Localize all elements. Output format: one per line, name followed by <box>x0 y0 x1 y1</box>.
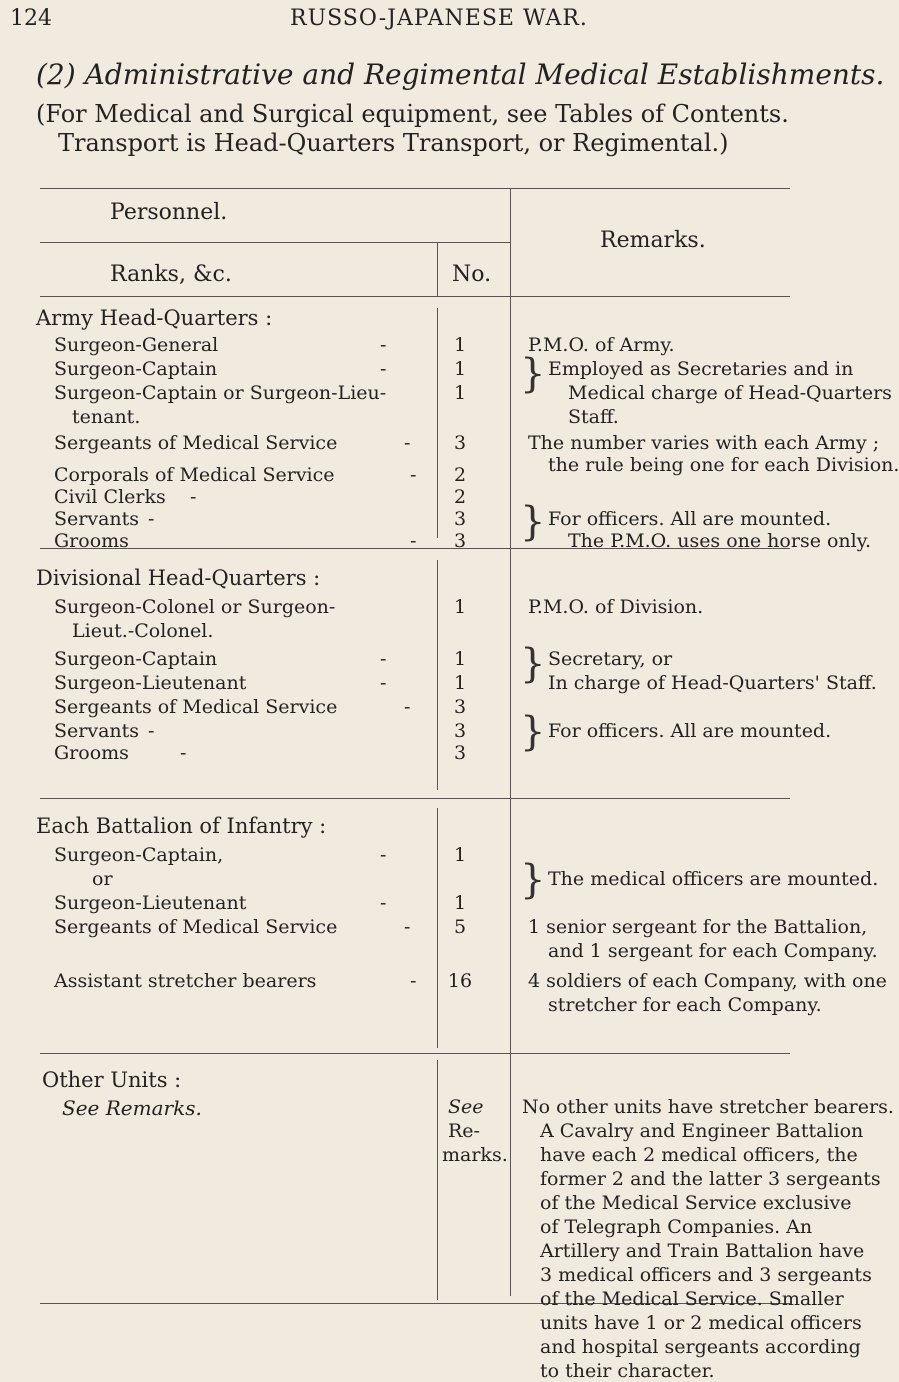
remark: to their character. <box>540 1360 715 1382</box>
count-cell: 3 <box>453 508 467 530</box>
count-cell: 2 <box>453 464 467 486</box>
remark: former 2 and the latter 3 sergeants <box>540 1168 881 1190</box>
count-cell: 1 <box>453 358 467 380</box>
dash: - <box>148 508 155 530</box>
dash: - <box>380 892 387 914</box>
brace-glyph: } <box>520 499 546 545</box>
personnel-rule <box>40 242 510 243</box>
remark: and 1 sergeant for each Company. <box>548 940 878 962</box>
dash: - <box>404 432 411 454</box>
count-cell: marks. <box>442 1144 508 1166</box>
rank-cell: Surgeon-Captain <box>54 358 218 380</box>
rank-cell: Corporals of Medical Service <box>54 464 335 486</box>
rank-cell: Lieut.-Colonel. <box>72 620 214 642</box>
dash: - <box>410 970 417 992</box>
rank-cell: Assistant stretcher bearers <box>54 970 317 992</box>
dash: - <box>380 358 387 380</box>
remark: For officers. All are mounted. <box>548 720 832 742</box>
count-cell: Re- <box>448 1120 480 1142</box>
remark: The medical officers are mounted. <box>548 868 879 890</box>
count-cell: 1 <box>453 382 467 404</box>
remark: In charge of Head-Quarters' Staff. <box>548 672 877 694</box>
count-cell: 1 <box>453 334 467 356</box>
rank-cell: Sergeants of Medical Service <box>54 696 338 718</box>
brace-glyph: } <box>520 351 546 397</box>
brace-glyph: } <box>520 709 546 755</box>
count-cell: 1 <box>453 648 467 670</box>
count-cell: 3 <box>453 720 467 742</box>
rank-cell: Surgeon-General <box>54 334 219 356</box>
section-rule-2 <box>40 798 790 799</box>
rank-cell: Surgeon-Colonel or Surgeon- <box>54 596 336 618</box>
rank-cell: Surgeon-Lieutenant <box>54 672 247 694</box>
dash: - <box>380 334 387 356</box>
rank-cell: Sergeants of Medical Service <box>54 432 338 454</box>
dash: - <box>380 844 387 866</box>
col-divider-other <box>437 1060 438 1300</box>
remark: units have 1 or 2 medical officers <box>540 1312 862 1334</box>
header-no: No. <box>452 262 492 287</box>
remark: Staff. <box>568 406 619 428</box>
remark: No other units have stretcher bearers. <box>522 1096 894 1118</box>
remark: Secretary, or <box>548 648 673 670</box>
rank-cell: Grooms <box>54 530 129 552</box>
dash: - <box>180 742 187 764</box>
rank-cell: Servants <box>54 508 140 530</box>
dash: - <box>410 464 417 486</box>
remark: 1 senior sergeant for the Battalion, <box>528 916 868 938</box>
subheading-line-2: Transport is Head-Quarters Transport, or Regimental.) <box>58 129 729 157</box>
subheading-line-1: (For Medical and Surgical equipment, see Tables of Contents. <box>36 100 789 128</box>
rank-cell: or <box>92 868 113 890</box>
count-cell: 1 <box>453 844 467 866</box>
dash: - <box>190 486 197 508</box>
remark: A Cavalry and Engineer Battalion <box>540 1120 864 1142</box>
remark: The P.M.O. uses one horse only. <box>568 530 871 552</box>
dash: - <box>410 530 417 552</box>
remark: Employed as Secretaries and in <box>548 358 854 380</box>
remark: have each 2 medical officers, the <box>540 1144 858 1166</box>
remark: 4 soldiers of each Company, with one <box>528 970 887 992</box>
dash: - <box>148 720 155 742</box>
dash: - <box>404 696 411 718</box>
header-ranks: Ranks, &c. <box>110 262 232 287</box>
col-divider-bn <box>437 808 438 1048</box>
section-rule-3 <box>40 1053 790 1054</box>
count-cell: 16 <box>447 970 473 992</box>
dash: - <box>404 916 411 938</box>
remark: For officers. All are mounted. <box>548 508 832 530</box>
rank-cell: Surgeon-Captain or Surgeon-Lieu- <box>54 382 387 404</box>
section-title: Each Battalion of Infantry : <box>36 814 327 838</box>
header-bottom-rule <box>40 296 790 297</box>
col-divider-div <box>437 560 438 790</box>
running-head: RUSSO-JAPANESE WAR. <box>290 6 588 31</box>
rank-cell: Sergeants of Medical Service <box>54 916 338 938</box>
remark: the rule being one for each Division. <box>548 454 899 476</box>
section-title: Divisional Head-Quarters : <box>36 566 321 590</box>
rank-cell: Servants <box>54 720 140 742</box>
section-heading: (2) Administrative and Regimental Medical Establishments. <box>36 58 885 91</box>
rank-cell: Surgeon-Captain <box>54 648 218 670</box>
rank-cell: See Remarks. <box>62 1096 202 1120</box>
header-col-divider <box>437 242 438 296</box>
header-personnel: Personnel. <box>110 200 228 225</box>
section-title: Army Head-Quarters : <box>36 306 273 330</box>
count-cell: 1 <box>453 892 467 914</box>
rank-cell: tenant. <box>72 406 141 428</box>
dash: - <box>380 648 387 670</box>
remark: of Telegraph Companies. An <box>540 1216 813 1238</box>
count-cell: 3 <box>453 530 467 552</box>
rank-cell: Surgeon-Captain, <box>54 844 224 866</box>
brace-glyph: } <box>520 857 546 903</box>
remark: stretcher for each Company. <box>548 994 822 1016</box>
remarks-col-divider <box>510 188 511 1296</box>
count-cell: 3 <box>453 696 467 718</box>
count-cell: 3 <box>453 742 467 764</box>
remark: The number varies with each Army ; <box>528 432 880 454</box>
remark: Medical charge of Head-Quarters <box>568 382 892 404</box>
remark: Artillery and Train Battalion have <box>540 1240 865 1262</box>
remark: of the Medical Service exclusive <box>540 1192 852 1214</box>
brace-glyph: } <box>520 641 546 687</box>
count-cell: 3 <box>453 432 467 454</box>
count-cell: 2 <box>453 486 467 508</box>
count-cell: See <box>448 1096 484 1118</box>
header-remarks: Remarks. <box>600 228 706 253</box>
dash: - <box>380 672 387 694</box>
col-divider-army <box>437 308 438 538</box>
remark: P.M.O. of Division. <box>528 596 704 618</box>
count-cell: 5 <box>453 916 467 938</box>
count-cell: 1 <box>453 672 467 694</box>
remark: of the Medical Service. Smaller <box>540 1288 844 1310</box>
rank-cell: Grooms <box>54 742 129 764</box>
remark: P.M.O. of Army. <box>528 334 675 356</box>
table-top-rule <box>40 188 790 189</box>
rank-cell: Surgeon-Lieutenant <box>54 892 247 914</box>
remark: and hospital sergeants according <box>540 1336 861 1358</box>
page-number: 124 <box>10 6 52 31</box>
rank-cell: Civil Clerks <box>54 486 166 508</box>
remark: 3 medical officers and 3 sergeants <box>540 1264 872 1286</box>
count-cell: 1 <box>453 596 467 618</box>
section-title: Other Units : <box>42 1068 182 1092</box>
